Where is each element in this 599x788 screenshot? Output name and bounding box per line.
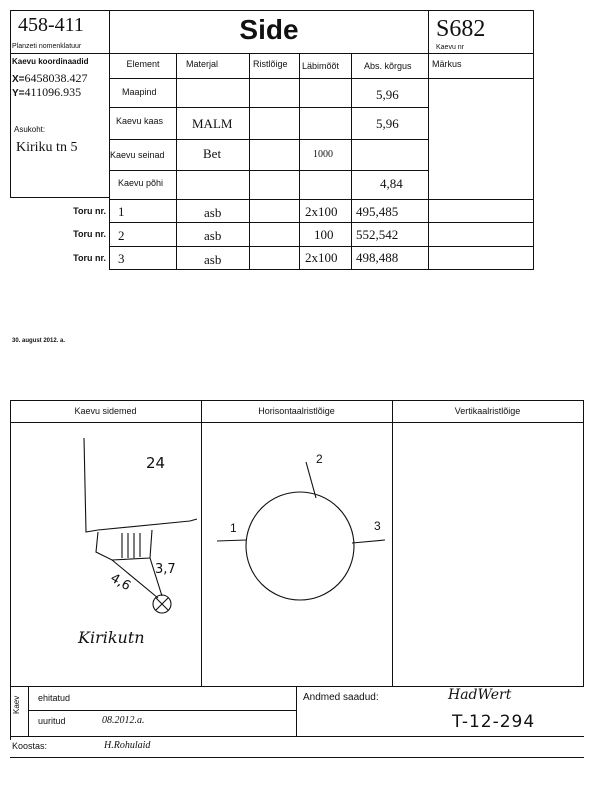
col-header-diameter: Läbimõõt (302, 61, 340, 71)
panel-title-horizontal: Horisontaalristlõige (258, 406, 335, 416)
row-element: Kaevu kaas (116, 116, 164, 126)
horizontal-section-circle (246, 492, 354, 600)
col-header-element: Element (126, 59, 160, 69)
row-height: 5,96 (376, 116, 399, 131)
pipe-label: Toru nr. (73, 253, 106, 263)
footer-side-label: Kaev (12, 695, 21, 714)
data-source-label: Andmed saadud: (303, 692, 379, 703)
sketch-pipe-channel (96, 530, 152, 560)
sketch-building-outline (84, 438, 190, 532)
pipe-height: 498,488 (356, 250, 399, 265)
built-label: ehitatud (38, 693, 71, 703)
data-source-number: T-12-294 (452, 712, 536, 732)
pipe-number: 1 (118, 204, 125, 219)
col-header-cross: Ristlõige (253, 59, 288, 69)
pipe-line-1 (217, 540, 246, 541)
row-height: 4,84 (380, 176, 403, 191)
pipe-number: 3 (118, 251, 125, 266)
well-caption: Kaevu nr (436, 44, 465, 51)
row-height: 5,96 (376, 87, 399, 102)
row-diameter: 1000 (313, 149, 333, 160)
sketch-pipe-stub (190, 519, 197, 521)
surveyed-label: uuritud (38, 716, 66, 726)
x-coordinate: X=6458038.427 (12, 71, 88, 85)
sketch-label-46: 4,6 (107, 570, 134, 595)
y-coordinate: Y=411096.935 (12, 85, 82, 99)
pipe-diameter: 100 (314, 227, 334, 242)
panel-title-vertical: Vertikaalristlõige (454, 406, 521, 416)
pipe-line-3 (352, 540, 385, 543)
pipe-label-2: 2 (316, 452, 323, 466)
pipe-height: 552,542 (356, 227, 399, 242)
col-header-notes: Märkus (432, 59, 462, 69)
row-element: Kaevu seinad (110, 150, 165, 160)
sketch-label-24: 24 (146, 454, 166, 472)
pipe-height: 495,485 (356, 204, 399, 219)
author-value: H.Rohulaid (104, 740, 151, 751)
pipe-label-1: 1 (230, 521, 237, 535)
well-id: S682 (436, 16, 486, 42)
location-value: Kiriku tn 5 (16, 140, 78, 155)
col-header-material: Materjal (186, 59, 219, 69)
pipe-label: Toru nr. (73, 229, 106, 239)
sheet-caption: Planzeti nomenklatuur (12, 43, 82, 50)
sheet-number: 458-411 (18, 14, 84, 36)
sketch-street-label: Kirikutn (78, 628, 145, 647)
row-material: Bet (203, 146, 222, 161)
pipe-material: asb (204, 252, 222, 267)
row-element: Maapind (122, 87, 157, 97)
row-material: MALM (192, 116, 233, 131)
panel-title-connections: Kaevu sidemed (74, 406, 137, 416)
pipe-material: asb (204, 205, 222, 220)
author-label: Koostas: (12, 741, 48, 751)
col-header-height: Abs. kõrgus (364, 61, 412, 71)
data-source-value: HadWert (448, 687, 512, 703)
row-element: Kaevu põhi (118, 178, 164, 188)
pipe-label-3: 3 (374, 519, 381, 533)
pipe-label: Toru nr. (73, 206, 106, 216)
location-label: Asukoht: (14, 125, 46, 134)
pipe-diameter: 2x100 (305, 204, 338, 219)
pipe-diameter: 2x100 (305, 250, 338, 265)
document-date: 30. august 2012. a. (12, 338, 66, 344)
sketch-label-37: 3,7 (155, 562, 176, 577)
page-title: Side (239, 14, 299, 45)
coord-label: Kaevu koordinaadid (12, 57, 89, 66)
pipe-number: 2 (118, 228, 125, 243)
surveyed-date: 08.2012.a. (102, 715, 145, 726)
pipe-material: asb (204, 228, 222, 243)
